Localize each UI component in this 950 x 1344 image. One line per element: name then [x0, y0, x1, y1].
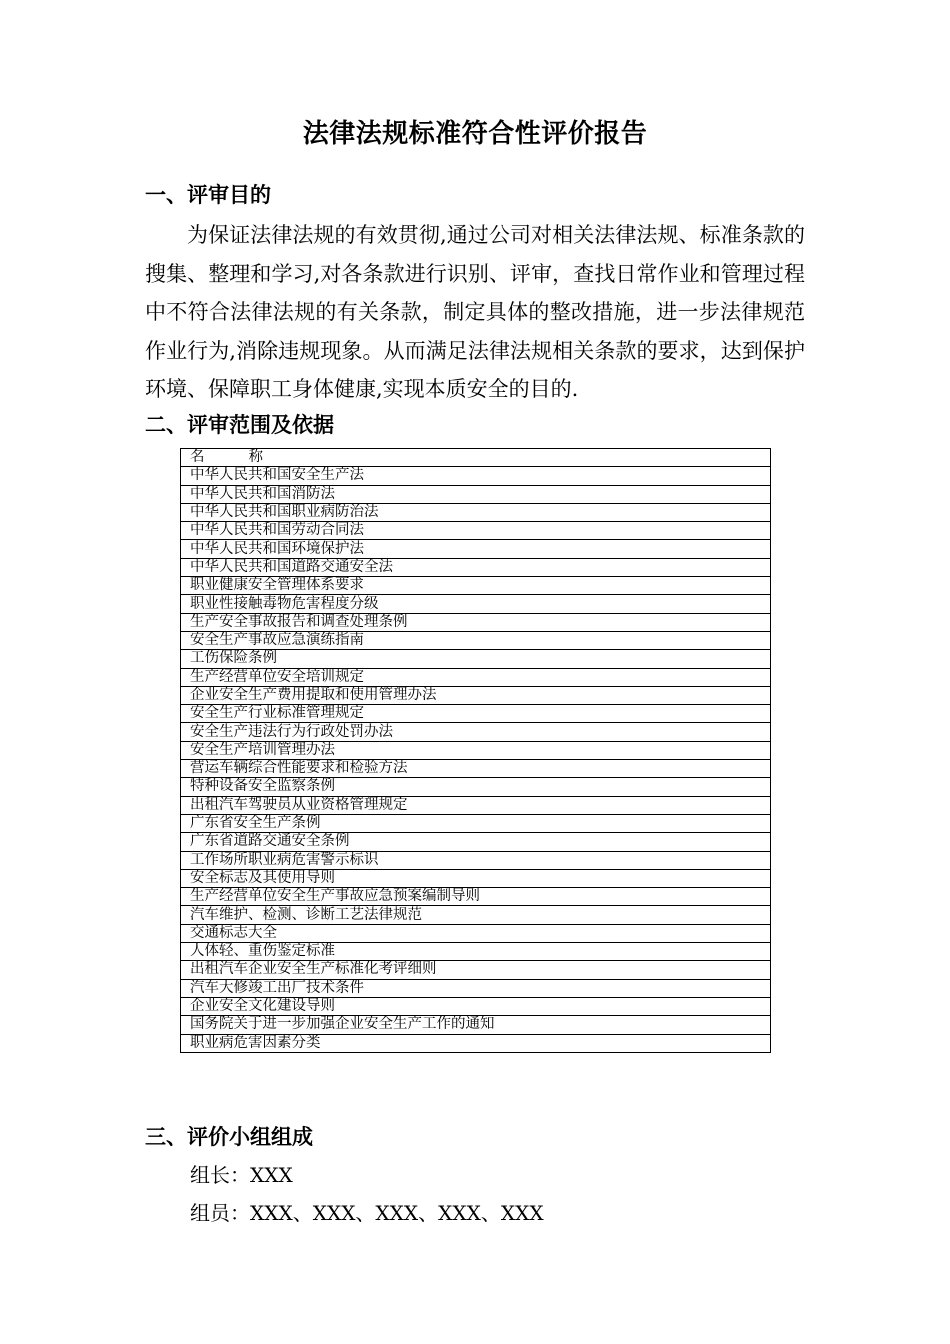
law-name-cell: 职业病危害因素分类: [181, 1034, 771, 1052]
purpose-paragraph: 为保证法律法规的有效贯彻,通过公司对相关法律法规、标准条款的搜集、整理和学习,对各条款进行识别、评审，查找日常作业和管理过程中不符合法律法规的有关条款，制定具体的整改措施，进一步法律规范作业行为,消除违规现象。从而满足法律法规相关条款的要求，达到保护环境、保障职工身体健康,实现本质安全的目的.: [145, 223, 805, 401]
table-row: [181, 558, 771, 576]
table-row: [181, 814, 771, 832]
law-name-cell: 特种设备安全监察条例: [181, 778, 771, 796]
law-name-cell: 生产安全事故报告和调查处理条例: [181, 613, 771, 631]
table-header-cell: [181, 449, 771, 467]
table-row: [181, 961, 771, 979]
law-name-cell: 汽车维护、检测、诊断工艺法律规范: [181, 906, 771, 924]
law-name-cell: 安全生产事故应急演练指南: [181, 631, 771, 649]
law-name-cell: 出租汽车企业安全生产标准化考评细则: [181, 961, 771, 979]
table-row: [181, 851, 771, 869]
law-name-cell: 安全标志及其使用导则: [181, 869, 771, 887]
table-row: [181, 997, 771, 1015]
law-name-cell: 安全生产违法行为行政处罚办法: [181, 723, 771, 741]
section-heading-scope: 二、评审范围及依据: [145, 412, 334, 437]
team-members: 组员：XXX、XXX、XXX、XXX、XXX: [190, 1201, 544, 1225]
law-name-cell: 中华人民共和国环境保护法: [181, 540, 771, 558]
table-row: [181, 869, 771, 887]
table-row: [181, 760, 771, 778]
law-name-cell: 汽车大修竣工出厂技术条件: [181, 979, 771, 997]
law-name-cell: 国务院关于进一步加强企业安全生产工作的通知: [181, 1016, 771, 1034]
law-name-cell: 交通标志大全: [181, 924, 771, 942]
law-name-cell: 中华人民共和国安全生产法: [181, 467, 771, 485]
law-name-cell: 生产经营单位安全生产事故应急预案编制导则: [181, 888, 771, 906]
document-title: 法律法规标准符合性评价报告: [302, 119, 648, 149]
law-name-cell: 企业安全生产费用提取和使用管理办法: [181, 686, 771, 704]
law-name-cell: 出租汽车驾驶员从业资格管理规定: [181, 796, 771, 814]
table-row: [181, 833, 771, 851]
law-name-cell: 工伤保险条例: [181, 650, 771, 668]
table-row: [181, 906, 771, 924]
table-row: [181, 686, 771, 704]
table-row: [181, 577, 771, 595]
laws-table: [180, 448, 771, 1053]
law-name-cell: 职业性接触毒物危害程度分级: [181, 595, 771, 613]
table-row: [181, 650, 771, 668]
table-row: [181, 1034, 771, 1052]
law-name-cell: 安全生产培训管理办法: [181, 741, 771, 759]
table-row: [181, 631, 771, 649]
table-row: [181, 613, 771, 631]
table-row: [181, 943, 771, 961]
table-row: [181, 888, 771, 906]
table-row: [181, 723, 771, 741]
table-row: [181, 485, 771, 503]
law-name-cell: 工作场所职业病危害警示标识: [181, 851, 771, 869]
team-leader: 组长：XXX: [190, 1163, 293, 1187]
law-name-cell: 职业健康安全管理体系要求: [181, 577, 771, 595]
law-name-cell: 安全生产行业标准管理规定: [181, 705, 771, 723]
table-row: [181, 522, 771, 540]
table-row: [181, 1016, 771, 1034]
table-header-row: [181, 449, 771, 467]
table-row: [181, 979, 771, 997]
section-heading-team: 三、评价小组组成: [145, 1124, 313, 1149]
table-row: [181, 467, 771, 485]
table-row: [181, 540, 771, 558]
law-name-cell: 中华人民共和国职业病防治法: [181, 503, 771, 521]
table-row: [181, 503, 771, 521]
law-name-cell: 中华人民共和国消防法: [181, 485, 771, 503]
table-row: [181, 668, 771, 686]
law-name-cell: 中华人民共和国道路交通安全法: [181, 558, 771, 576]
section-heading-purpose: 一、评审目的: [145, 182, 271, 207]
table-row: [181, 705, 771, 723]
header-text-part2: 称: [248, 449, 263, 466]
law-name-cell: 广东省道路交通安全条例: [181, 833, 771, 851]
law-name-cell: 生产经营单位安全培训规定: [181, 668, 771, 686]
table-row: [181, 741, 771, 759]
header-text-part1: 名: [190, 449, 205, 466]
law-name-cell: 企业安全文化建设导则: [181, 997, 771, 1015]
law-name-cell: 广东省安全生产条例: [181, 814, 771, 832]
table-row: [181, 595, 771, 613]
table-row: [181, 924, 771, 942]
law-name-cell: 营运车辆综合性能要求和检验方法: [181, 760, 771, 778]
table-row: [181, 778, 771, 796]
law-name-cell: 中华人民共和国劳动合同法: [181, 522, 771, 540]
table-row: [181, 796, 771, 814]
law-name-cell: 人体轻、重伤鉴定标准: [181, 943, 771, 961]
